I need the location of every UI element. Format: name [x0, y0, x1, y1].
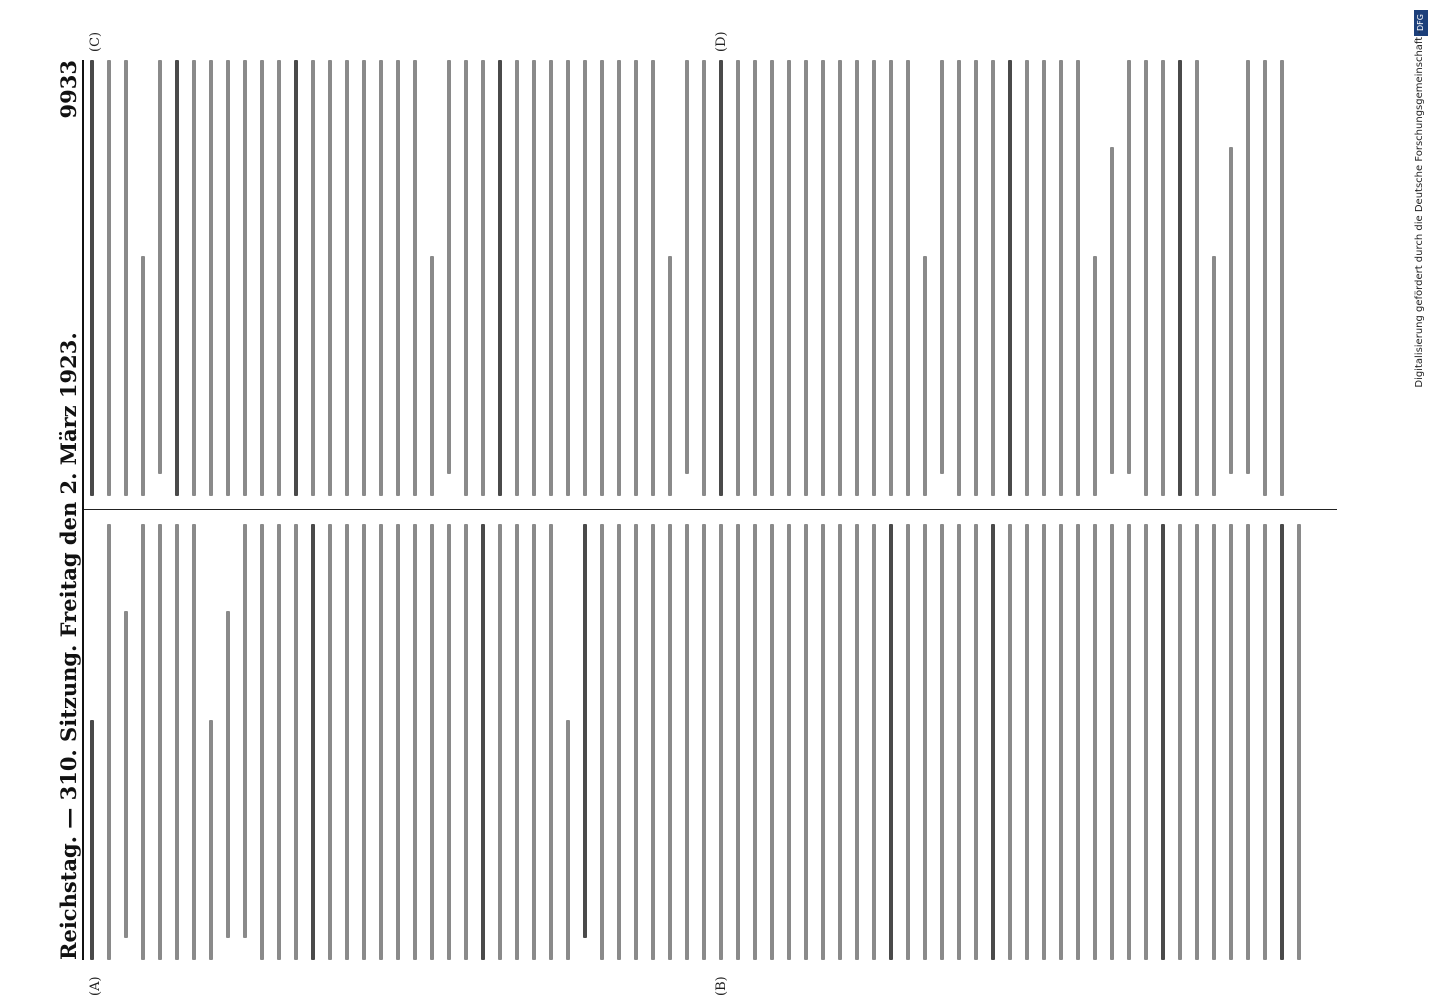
digitization-caption [1414, 10, 1430, 990]
right-column [84, 31, 1337, 496]
document-page [52, 31, 1337, 996]
left-column [84, 524, 1337, 996]
column-divider [84, 509, 1337, 510]
page-title: Reichstag. — 310. Sitzung. Freitag den 2. März 1923. [56, 332, 81, 960]
dfg-logo: DFG [1414, 10, 1428, 36]
margin-letter-d: (D) [714, 31, 729, 52]
page-header [52, 60, 84, 960]
margin-letter-a: (A) [88, 976, 103, 996]
page-number: 9933 [56, 60, 81, 119]
digitization-credit: Digitalisierung gefördert durch die Deutsche Forschungsgemeinschaft - [1414, 30, 1425, 388]
text-columns [84, 31, 1337, 996]
margin-letter-c: (C) [88, 31, 103, 52]
margin-letter-b: (B) [714, 976, 729, 996]
left-column-text [90, 524, 1314, 960]
right-column-text [90, 60, 1297, 496]
